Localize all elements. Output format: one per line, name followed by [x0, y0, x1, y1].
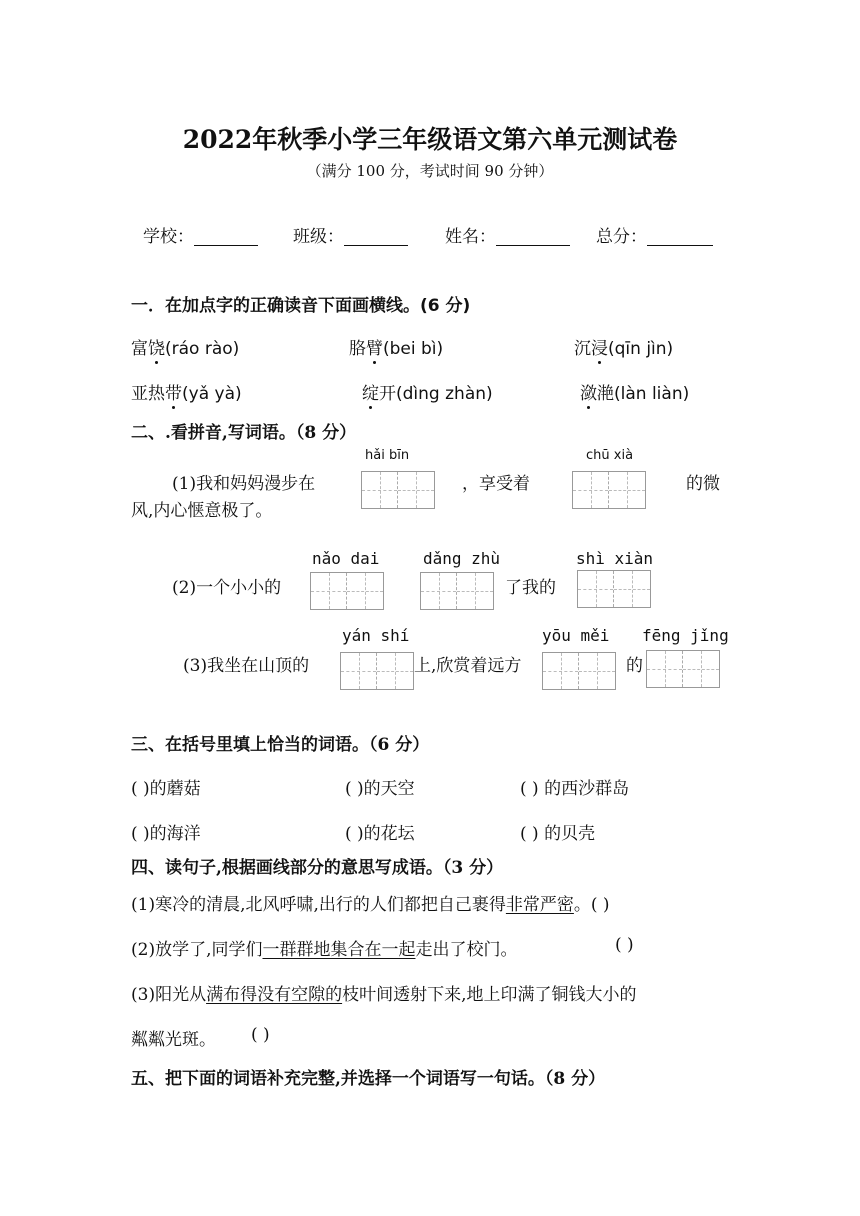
pinyin-options[interactable]: (dìng zhàn) [396, 384, 493, 404]
section-1-heading: 一．在加点字的正确读音下面画横线。(6 分) [131, 296, 471, 316]
sentence-3 [131, 980, 637, 1005]
fill-blank-item[interactable]: ( ) 的西沙群岛 [520, 779, 630, 799]
word-part: 富 [131, 339, 148, 359]
answer-blank[interactable]: 。( ) [573, 895, 610, 915]
fill-blank-item[interactable]: ( )的蘑菇 [131, 779, 201, 799]
question-text: (2)一个小小的 [172, 578, 282, 598]
dotted-char: 绽 [362, 379, 379, 404]
fill-blank-item[interactable]: ( ) 的贝壳 [520, 824, 596, 844]
pinyin-hint: shì xiàn [576, 549, 654, 568]
section-5-heading: 五、把下面的词语补充完整,并选择一个词语写一句话。（8 分） [131, 1069, 606, 1089]
pinyin-hint: yán shí [342, 626, 410, 645]
sentence-2 [131, 935, 517, 960]
question-text: ，享受着 [462, 474, 530, 494]
sentence-text: (3)阳光从 [131, 985, 207, 1005]
dotted-char: 臂 [366, 334, 383, 359]
word-part: 滟 [597, 384, 614, 404]
sentence-text: (1)寒冷的清晨,北风呼啸,出行的人们都把自己裹得 [131, 895, 506, 915]
school-field [143, 222, 258, 247]
dotted-char: 潋 [580, 379, 597, 404]
answer-blank[interactable]: ( ) [251, 1025, 270, 1045]
pinyin-hint: yōu měi [542, 626, 610, 645]
sentence-1 [131, 890, 610, 915]
writing-grid[interactable] [361, 471, 435, 509]
name-field [445, 222, 570, 247]
fill-blank-item[interactable]: ( )的天空 [345, 779, 415, 799]
word-part: 胳 [349, 339, 366, 359]
pinyin-options[interactable]: (bei bì) [383, 339, 444, 359]
question-text: 上,欣赏着远方 [414, 656, 522, 676]
school-blank[interactable] [194, 227, 258, 246]
writing-grid[interactable] [542, 652, 616, 690]
underlined-phrase: 满布得没有空隙的 [206, 985, 343, 1005]
section-3-heading: 三、在括号里填上恰当的词语。（6 分） [131, 735, 430, 755]
writing-grid[interactable] [646, 650, 720, 688]
question-text: 了我的 [505, 578, 556, 598]
sentence-text: 枝叶间透射下来,地上印满了铜钱大小的 [342, 985, 637, 1005]
section-4-heading: 四、读句子,根据画线部分的意思写成语。（3 分） [131, 858, 504, 878]
writing-grid[interactable] [572, 471, 646, 509]
sentence-3-cont: 粼粼光斑。 [131, 1030, 216, 1050]
name-label: 姓名： [445, 227, 496, 247]
dotted-char: 带 [165, 379, 182, 404]
pinyin-item [131, 334, 239, 359]
underlined-phrase: 非常严密 [505, 895, 574, 915]
fill-blank-item[interactable]: ( )的花坛 [345, 824, 415, 844]
question-text: 风,内心惬意极了。 [131, 501, 273, 521]
underlined-phrase: 一群群地集合在一起 [262, 940, 416, 960]
pinyin-options[interactable]: (ráo rào) [165, 339, 240, 359]
class-field [293, 222, 408, 247]
question-text: (1)我和妈妈漫步在 [172, 474, 316, 494]
word-part: 开 [379, 384, 396, 404]
total-label: 总分： [596, 227, 647, 247]
total-blank[interactable] [647, 227, 713, 246]
pinyin-item [131, 379, 242, 404]
question-text: 的 [626, 656, 643, 676]
pinyin-item [574, 334, 673, 359]
name-blank[interactable] [496, 227, 570, 246]
pinyin-hint: chū xià [586, 448, 634, 463]
pinyin-item [349, 334, 443, 359]
dotted-char: 饶 [148, 334, 165, 359]
section-2-heading: 二、.看拼音,写词语。（8 分） [131, 423, 357, 443]
sentence-text: (2)放学了,同学们 [131, 940, 263, 960]
pinyin-hint: hǎi bīn [365, 448, 410, 463]
class-blank[interactable] [344, 227, 408, 246]
pinyin-hint: fēng jǐng [642, 626, 729, 645]
pinyin-options[interactable]: (yǎ yà) [182, 384, 242, 404]
dotted-char: 浸 [591, 334, 608, 359]
word-part: 沉 [574, 339, 591, 359]
total-field [596, 222, 713, 247]
writing-grid[interactable] [310, 572, 384, 610]
school-label: 学校： [143, 227, 194, 247]
pinyin-options[interactable]: (làn liàn) [614, 384, 690, 404]
class-label: 班级： [293, 227, 344, 247]
answer-blank[interactable]: ( ) [615, 935, 634, 955]
question-text: 的微 [686, 474, 720, 494]
sentence-text: 走出了校门。 [415, 940, 518, 960]
writing-grid[interactable] [420, 572, 494, 610]
page-title: 2022年秋季小学三年级语文第六单元测试卷 [182, 125, 678, 154]
question-text: (3)我坐在山顶的 [183, 656, 310, 676]
pinyin-options[interactable]: (qīn jìn) [608, 339, 674, 359]
pinyin-hint: nǎo dai [312, 549, 380, 568]
page-subtitle: （满分 100 分，考试时间 90 分钟） [306, 162, 554, 180]
word-part: 亚热 [131, 384, 165, 404]
pinyin-item [362, 379, 493, 404]
pinyin-item [580, 379, 689, 404]
writing-grid[interactable] [577, 570, 651, 608]
writing-grid[interactable] [340, 652, 414, 690]
fill-blank-item[interactable]: ( )的海洋 [131, 824, 201, 844]
pinyin-hint: dǎng zhù [423, 549, 501, 568]
